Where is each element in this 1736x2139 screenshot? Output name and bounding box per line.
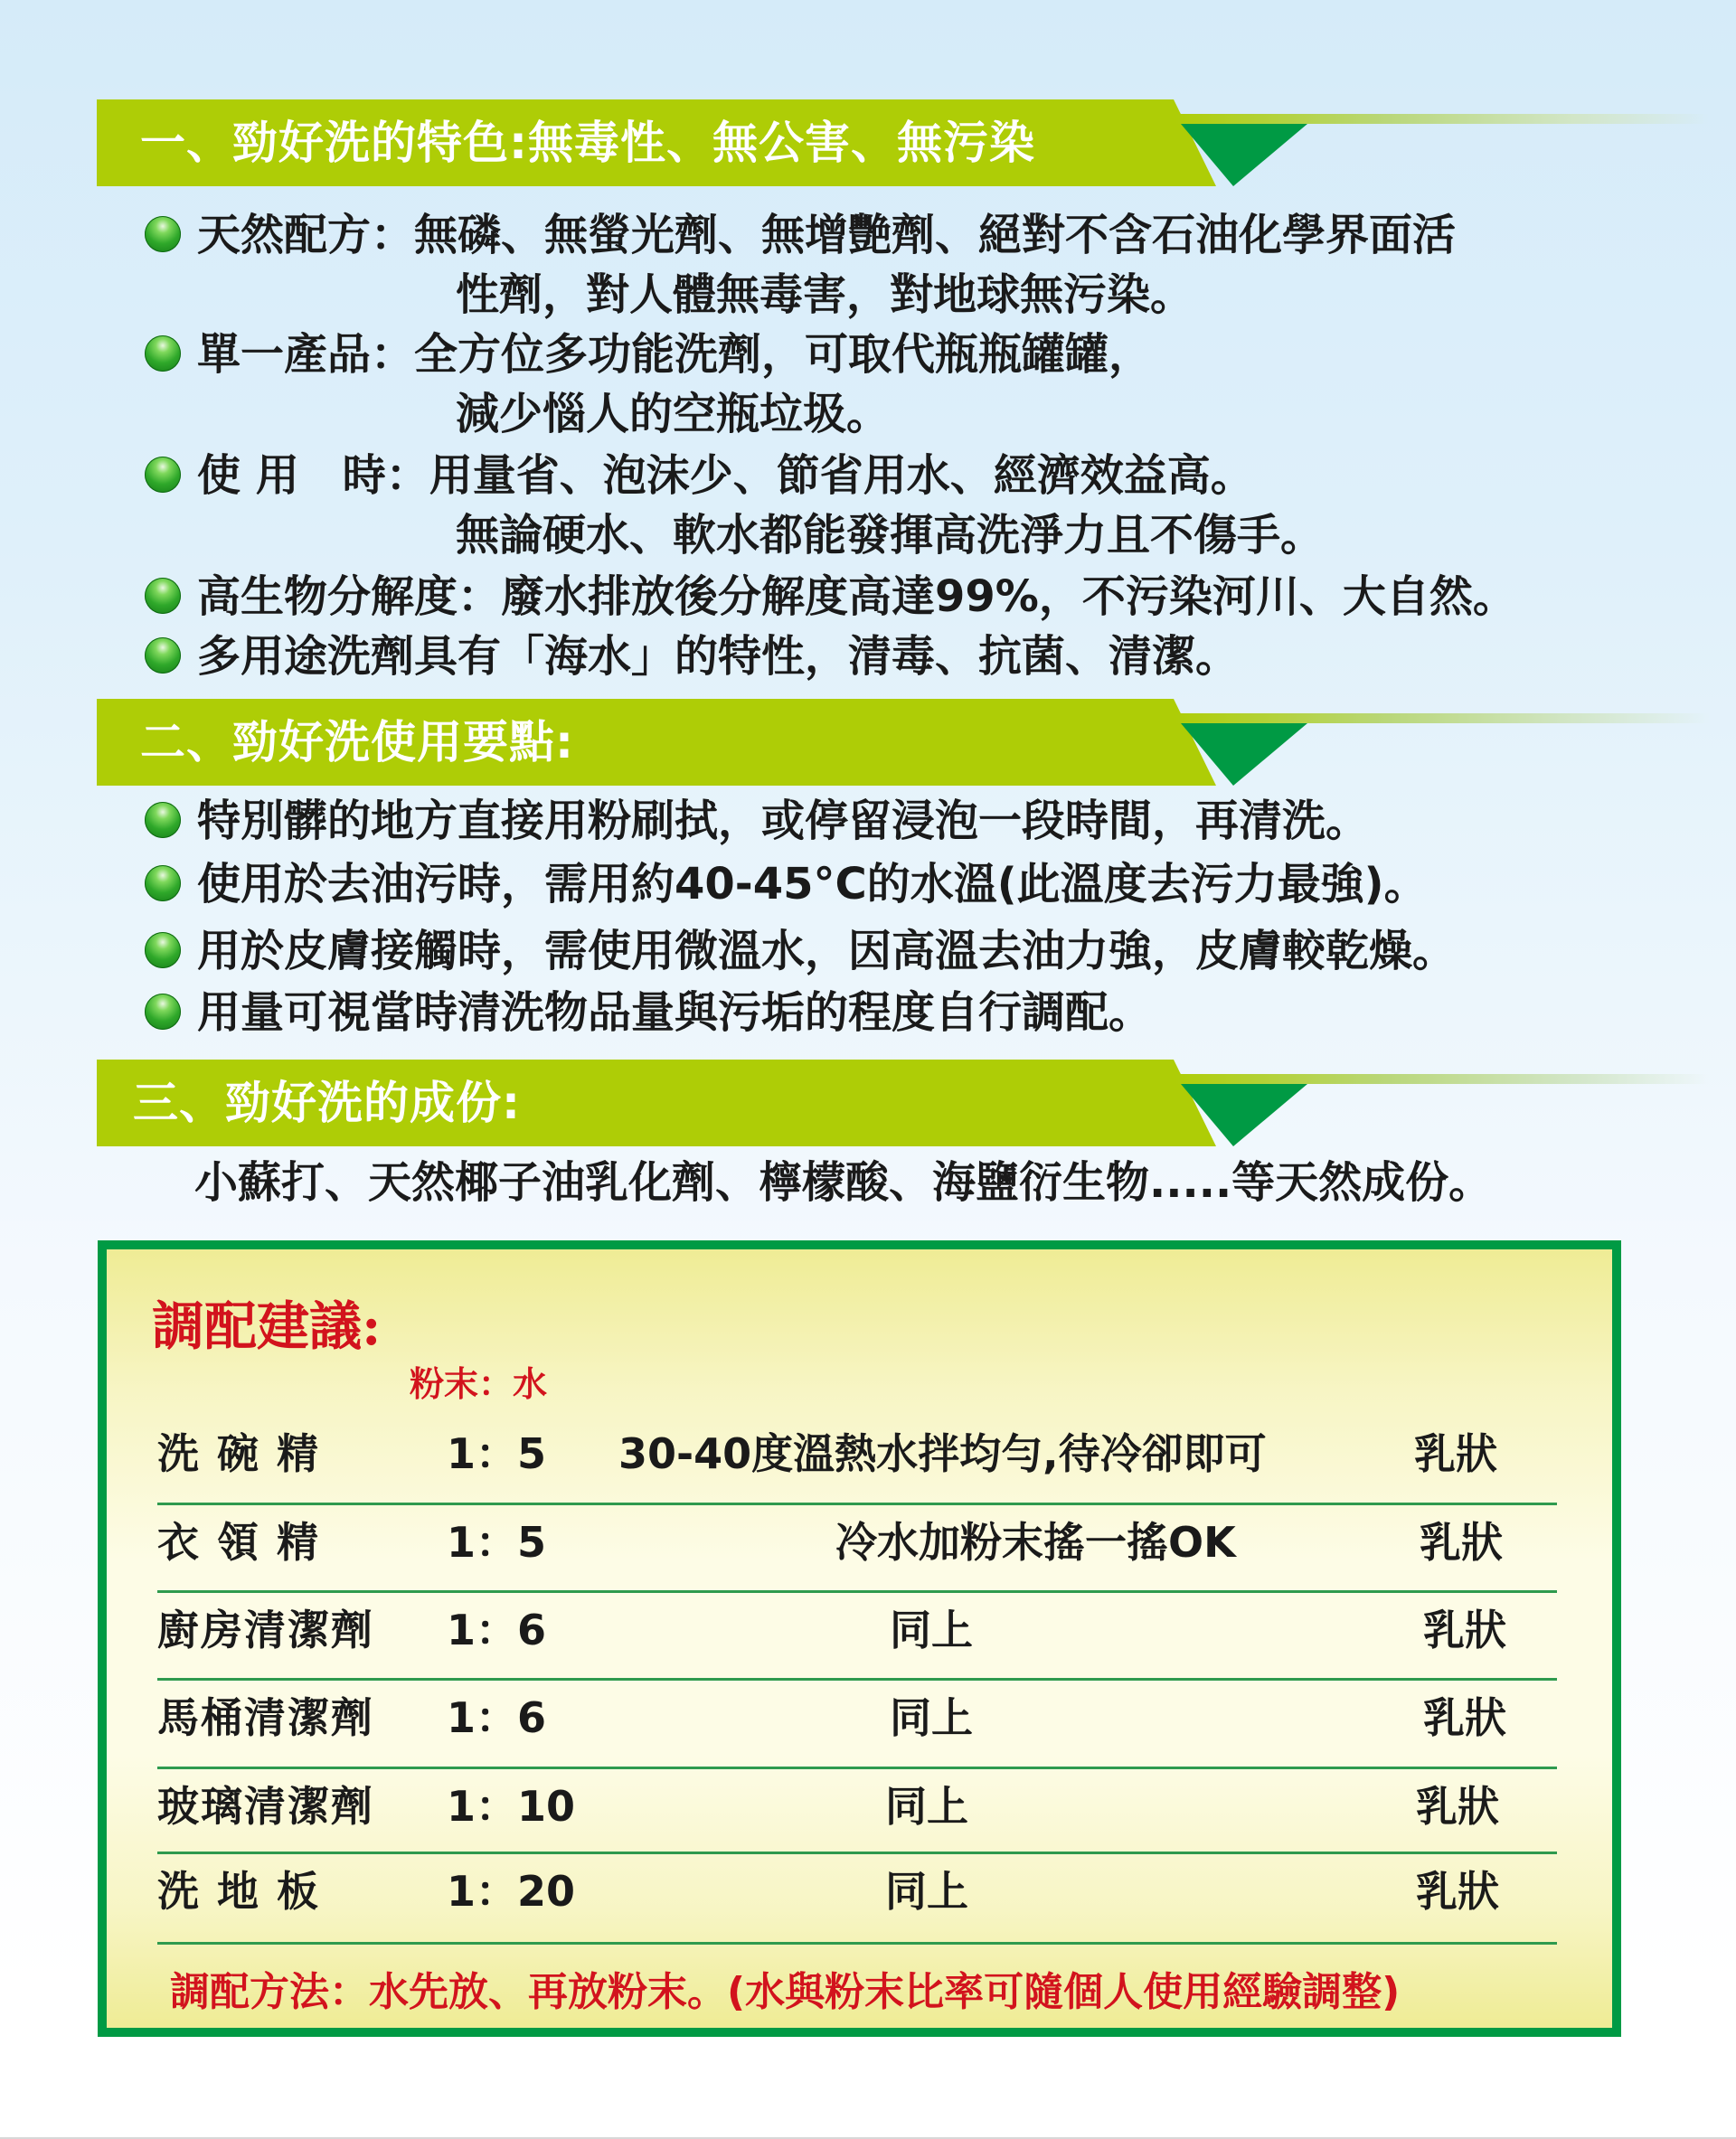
ratio-column-header: 粉末：水 — [410, 1364, 548, 1404]
usage-text: 使用於去油污時，需用約40-45°C的水溫(此溫度去污力最強)。 — [197, 859, 1428, 909]
usage-item — [145, 922, 1456, 980]
mix-ratio: 1：5 — [447, 1429, 547, 1478]
product-name: 馬桶清潔劑 — [157, 1693, 374, 1742]
usage-text: 用於皮膚接觸時，需使用微溫水，因高溫去油力強，皮膚較乾燥。 — [197, 926, 1457, 976]
product-name: 玻璃清潔劑 — [157, 1782, 374, 1831]
mix-ratio: 1：20 — [447, 1867, 576, 1916]
mixing-row — [157, 1416, 1557, 1503]
feature-label: 天然配方： — [197, 210, 415, 260]
green-bullet-icon — [145, 457, 181, 493]
mix-ratio: 1：6 — [447, 1693, 547, 1742]
mixing-suggestions-box — [98, 1240, 1621, 2037]
green-bullet-icon — [145, 932, 181, 968]
feature-item-natural-formula — [145, 206, 1456, 264]
result-state: 乳狀 — [1416, 1782, 1499, 1831]
section-header-features — [97, 99, 1706, 186]
section-header-ingredients — [97, 1060, 1706, 1146]
mixing-row — [157, 1504, 1557, 1591]
ingredients-text: 小蘇打、天然椰子油乳化劑、檸檬酸、海鹽衍生物.....等天然成份。 — [194, 1157, 1493, 1208]
green-bullet-icon — [145, 865, 181, 901]
feature-text-continued: 減少惱人的空瓶垃圾。 — [456, 389, 891, 439]
feature-text: 全方位多功能洗劑，可取代瓶瓶罐罐， — [414, 329, 1153, 380]
result-state: 乳狀 — [1416, 1867, 1499, 1916]
feature-text: 用量省、泡沫少、節省用水、經濟效益高。 — [429, 450, 1254, 501]
usage-item — [145, 792, 1369, 850]
result-state: 乳狀 — [1420, 1518, 1503, 1567]
result-state: 乳狀 — [1423, 1693, 1506, 1742]
section-title: 一、勁好洗的特色:無毒性、無公害、無污染 — [140, 117, 1035, 169]
feature-item-single-product — [145, 325, 1152, 383]
result-state: 乳狀 — [1414, 1429, 1497, 1478]
mixing-row — [157, 1592, 1557, 1679]
mix-instructions: 同上 — [890, 1693, 973, 1742]
mix-instructions: 同上 — [885, 1867, 968, 1916]
feature-text-continued: 性劑，對人體無毒害，對地球無污染。 — [456, 269, 1194, 320]
feature-label: 單一產品： — [197, 329, 415, 380]
product-name: 衣 領 精 — [157, 1518, 321, 1567]
usage-item — [145, 984, 1152, 1041]
result-state: 乳狀 — [1423, 1606, 1506, 1654]
feature-item-multipurpose — [145, 627, 1239, 685]
header-gradient-line — [1175, 713, 1709, 723]
green-bullet-icon — [145, 994, 181, 1030]
mix-ratio: 1：10 — [447, 1782, 576, 1831]
usage-item — [145, 855, 1428, 913]
green-bullet-icon — [145, 578, 181, 614]
mix-instructions: 冷水加粉末搖一搖OK — [835, 1518, 1236, 1567]
feature-label: 使 用 時： — [197, 450, 429, 501]
header-gradient-line — [1175, 114, 1709, 124]
mix-ratio: 1：6 — [447, 1606, 547, 1654]
usage-text: 用量可視當時清洗物品量與污垢的程度自行調配。 — [197, 987, 1153, 1038]
section-title: 三、勁好洗的成份: — [133, 1077, 521, 1129]
mixing-title: 調配建議: — [152, 1296, 382, 1357]
mix-instructions: 同上 — [885, 1782, 968, 1831]
mixing-row — [157, 1853, 1557, 1940]
feature-text: 高生物分解度：廢水排放後分解度高達99%，不污染河川、大自然。 — [197, 571, 1516, 622]
green-bullet-icon — [145, 637, 181, 674]
feature-text: 多用途洗劑具有「海水」的特性，清毒、抗菌、清潔。 — [197, 631, 1240, 682]
mixing-row — [157, 1768, 1557, 1855]
mix-instructions: 同上 — [890, 1606, 973, 1654]
feature-text: 無磷、無螢光劑、無增艷劑、絕對不含石油化學界面活 — [414, 210, 1457, 260]
usage-text: 特別髒的地方直接用粉刷拭，或停留浸泡一段時間，再清洗。 — [197, 796, 1370, 846]
mixing-row — [157, 1680, 1557, 1767]
header-gradient-line — [1175, 1074, 1709, 1084]
section-header-usage — [97, 699, 1706, 786]
product-name: 廚房清潔劑 — [157, 1606, 374, 1654]
green-bullet-icon — [145, 335, 181, 372]
green-bullet-icon — [145, 802, 181, 838]
mixing-method-note: 調配方法：水先放、再放粉末。(水與粉末比率可隨個人使用經驗調整) — [170, 1969, 1401, 2015]
feature-text-continued: 無論硬水、軟水都能發揮高洗淨力且不傷手。 — [456, 510, 1325, 561]
product-name: 洗 地 板 — [157, 1867, 321, 1916]
feature-item-biodegradable — [145, 568, 1516, 626]
green-bullet-icon — [145, 216, 181, 252]
mix-ratio: 1：5 — [447, 1518, 547, 1567]
mix-instructions: 30-40度溫熱水拌均勻,待冷卻即可 — [618, 1429, 1267, 1478]
row-divider — [157, 1942, 1557, 1945]
section-title: 二、勁好洗使用要點: — [140, 716, 574, 768]
feature-item-when-using — [145, 447, 1254, 504]
product-name: 洗 碗 精 — [157, 1429, 321, 1478]
